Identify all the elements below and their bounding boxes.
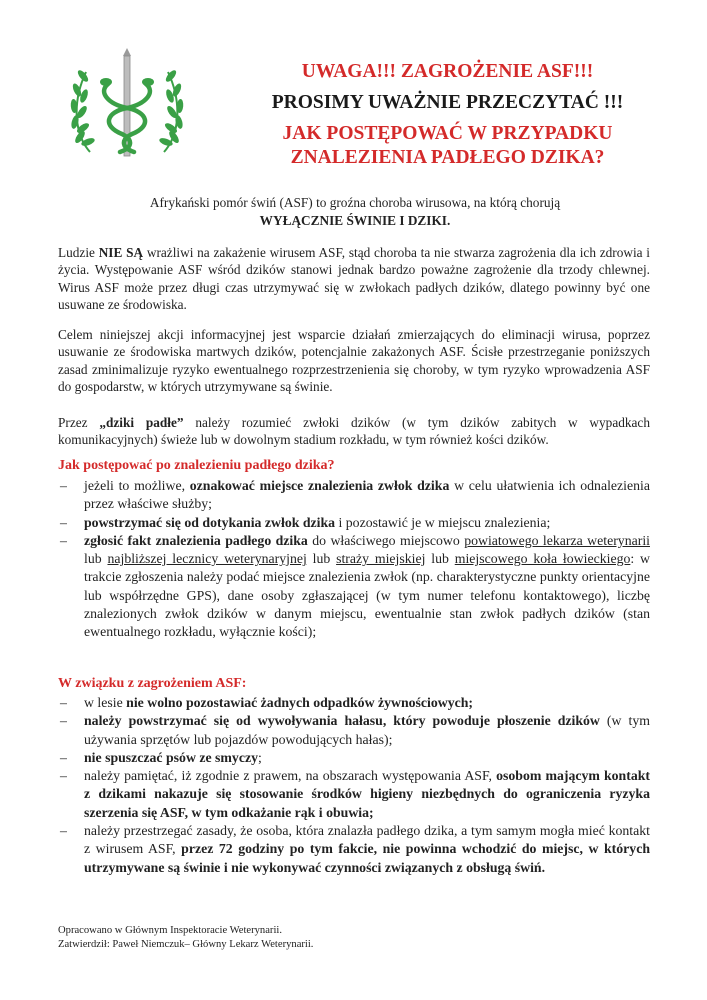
paragraph-1-bold: NIE SĄ [98, 245, 144, 260]
dash-bullet: – [60, 532, 67, 548]
item-text: : w trakcie zgłoszenia należy podać miejsce znalezienia zwłok (np. charakterystyczne punkty orientacyjne lub współrzędne GPS), dane osoby zgłaszającej (w tym numer telefonu kontaktowego), liczbę znalezionych zwłok dzików w danym miejscu, ewentualnie stan zwłok padłych dzików (stan ewentualnego rozkładu, wyłącznie kości); [84, 551, 650, 640]
item-bold: przez 72 godziny po tym fakcie, nie powinna wchodzić do miejsc, w których utrzymywane są świnie i nie wykonywać czynności związanych z obsługą świń. [84, 841, 650, 875]
dash-bullet: – [60, 749, 67, 765]
underlined-vet-officer: powiatowego lekarza weterynarii [464, 532, 650, 548]
question-title [220, 122, 675, 170]
dash-bullet: – [60, 823, 67, 839]
intro-line-1: Afrykański pomór świń (ASF) to groźna choroba wirusowa, na którą chorują [149, 195, 561, 210]
paragraph-3 [58, 414, 650, 449]
please-read-title: PROSIMY UWAŻNIE PRZECZYTAĆ !!! [271, 92, 624, 113]
paragraph-1-start: Ludzie [58, 245, 99, 260]
item-text: lub [84, 551, 108, 567]
question-title-line-1: JAK POSTĘPOWAĆ W PRZYPADKU [282, 123, 613, 144]
warning-title: UWAGA!!! ZAGROŻENIE ASF!!! [301, 61, 594, 82]
item-text: należy przestrzegać zasady, że osoba, która znalazła padłego dzika, a tym samym mogła mieć kontakt z wirusem ASF, [84, 823, 650, 857]
intro-emphasis: WYŁĄCZNIE ŚWINIE I DZIKI. [259, 212, 451, 228]
dash-bullet: – [60, 713, 67, 729]
paragraph-3-bold: „dziki padłe” [99, 415, 184, 430]
item-bold: nie spuszczać psów ze smyczy [84, 749, 258, 765]
item-text: lub [425, 551, 455, 567]
item-bold: zgłosić fakt znalezienia padłego dzika [84, 532, 308, 548]
header-block [220, 60, 675, 170]
section-2-title: W związku z zagrożeniem ASF: [58, 676, 247, 691]
footer-line-1: Opracowano w Głównym Inspektoracie Weterynarii. [58, 925, 282, 936]
list-item [58, 767, 650, 822]
footer [58, 924, 313, 952]
dash-bullet: – [60, 478, 67, 493]
item-text: lub [306, 551, 337, 567]
list-item [58, 694, 650, 712]
footer-line-2: Zatwierdził: Paweł Niemczuk– Główny Lekarz Weterynarii. [58, 939, 314, 950]
question-title-line-2: ZNALEZIENIA PADŁEGO DZIKA? [290, 147, 605, 168]
paragraph-3-rest: należy rozumieć zwłoki dzików (w tym dzików zabitych w wypadkach komunikacyjnych) świeże lub w dowolnym stadium rozkładu, w tym również kości dzików. [58, 415, 650, 448]
dash-bullet: – [60, 514, 67, 530]
section-1-title: Jak postępować po znalezieniu padłego dzika? [58, 458, 335, 473]
section-1-list [58, 477, 650, 642]
item-text: (w tym używania sprzętów lub pojazdów powodujących hałas); [84, 713, 650, 747]
underlined-hunting-club: miejscowego koła łowieckiego [454, 551, 631, 567]
underlined-vet-clinic: najbliższej lecznicy weterynaryjnej [107, 551, 307, 567]
item-text: do właściwego miejscowo [307, 532, 465, 548]
paragraph-2: Celem niniejszej akcji informacyjnej jest wsparcie działań zmierzających do eliminacji wirusa, poprzez usuwanie ze środowiska martwych dzików, potencjalnie zakażonych ASF. Ścisłe przestrzeganie poniższych zasad zminimalizuje ryzyko ewentualnego rozprzestrzenienia się choroby, w tym ryzyko wprowadzenia ASF do gospodarstw, w których utrzymywane są świnie. [58, 327, 650, 394]
paragraph-1 [58, 244, 650, 313]
item-bold: nie wolno pozostawiać żadnych odpadków żywnościowych; [126, 695, 474, 710]
underlined-city-guard: straży miejskiej [336, 551, 426, 567]
intro-text [90, 194, 620, 229]
dash-bullet: – [60, 695, 67, 710]
list-item [58, 477, 650, 514]
item-bold: oznakować miejsce znalezienia zwłok dzika [189, 478, 450, 493]
veterinary-emblem-icon [68, 42, 186, 172]
list-item [58, 532, 650, 642]
item-bold: powstrzymać się od dotykania zwłok dzika [84, 514, 336, 530]
section-2-list [58, 694, 650, 877]
list-item [58, 822, 650, 877]
list-item [58, 514, 650, 532]
item-text: jeżeli to możliwe, [84, 478, 190, 493]
dash-bullet: – [60, 768, 67, 784]
item-bold: należy powstrzymać się od wywoływania hałasu, który powoduje płoszenie dzików [84, 713, 600, 729]
item-text: w lesie [84, 695, 127, 710]
item-bold: osobom mającym kontakt z dzikami nakazuje się stosowanie środków higieny niezbędnych do ograniczenia ryzyka szerzenia się ASF, w tym odkażanie rąk i obuwia; [84, 768, 650, 820]
list-item [58, 749, 650, 767]
item-text: i pozostawić je w miejscu znalezienia; [335, 514, 551, 530]
item-text: należy pamiętać, iż zgodnie z prawem, na obszarach występowania ASF, [84, 768, 497, 784]
paragraph-3-start: Przez [58, 415, 100, 430]
list-item [58, 712, 650, 749]
item-text: ; [257, 749, 262, 765]
item-text: w celu ułatwienia ich odnalezienia przez właściwe służby; [84, 478, 650, 512]
intro-line-2 [90, 212, 620, 230]
paragraph-1-rest: wrażliwi na zakażenie wirusem ASF, stąd choroba ta nie stwarza zagrożenia dla ich zdrowia i życia. Występowanie ASF wśród dzików stanowi jednak bardzo poważne zagrożenie dla trzody chlewnej. Wirus ASF może przez długi czas utrzymywać się w zwłokach padłych dzików, dlatego powinny być one usuwane ze środowiska. [58, 245, 651, 312]
